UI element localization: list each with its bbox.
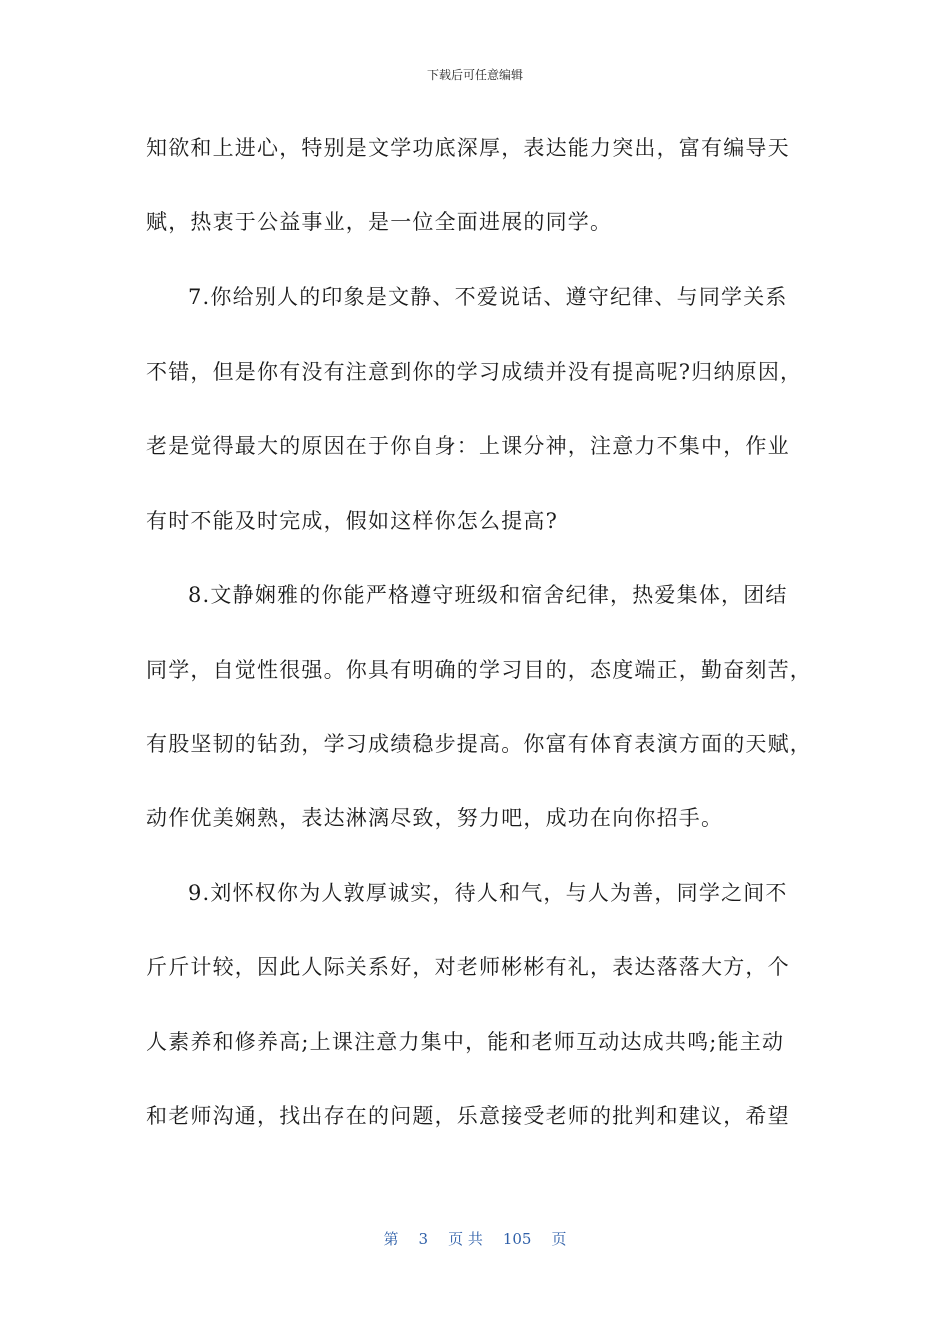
text-line: 斤斤计较，因此人际关系好，对老师彬彬有礼，表达落落大方，个 [146,955,790,979]
text-line: 赋，热衷于公益事业，是一位全面进展的同学。 [146,210,613,234]
text-line: 同学，自觉性很强。你具有明确的学习目的，态度端正，勤奋刻苦， [146,658,812,682]
text-line: 8.文静娴雅的你能严格遵守班级和宿舍纪律，热爱集体，团结 [188,583,788,607]
text-line: 老是觉得最大的原因在于你自身：上课分神，注意力不集中，作业 [146,434,790,458]
text-line: 和老师沟通，找出存在的问题，乐意接受老师的批判和建议，希望 [146,1104,790,1128]
current-page-number: 3 [418,1230,429,1248]
text-line: 7.你给别人的印象是文静、不爱说话、遵守纪律、与同学关系 [188,285,788,309]
text-line: 不错，但是你有没有注意到你的学习成绩并没有提高呢?归纳原因， [146,360,803,384]
text-line: 动作优美娴熟，表达淋漓尽致，努力吧，成功在向你招手。 [146,806,724,830]
text-line: 有股坚韧的钻劲，学习成绩稳步提高。你富有体育表演方面的天赋， [146,732,812,756]
page-footer [0,1228,950,1249]
total-page-count: 105 [502,1230,532,1248]
footer-middle: 页 共 [448,1230,483,1248]
text-line: 知欲和上进心，特别是文学功底深厚，表达能力突出，富有编导天 [146,136,790,160]
footer-suffix: 页 [551,1230,567,1248]
text-line: 9.刘怀权你为人敦厚诚实，待人和气，与人为善，同学之间不 [188,881,788,905]
text-line: 人素养和修养高;上课注意力集中，能和老师互动达成共鸣;能主动 [146,1030,785,1054]
page-header: 下载后可任意编辑 [426,68,523,82]
footer-prefix: 第 [383,1230,399,1248]
text-line: 有时不能及时完成，假如这样你怎么提高? [146,509,559,533]
